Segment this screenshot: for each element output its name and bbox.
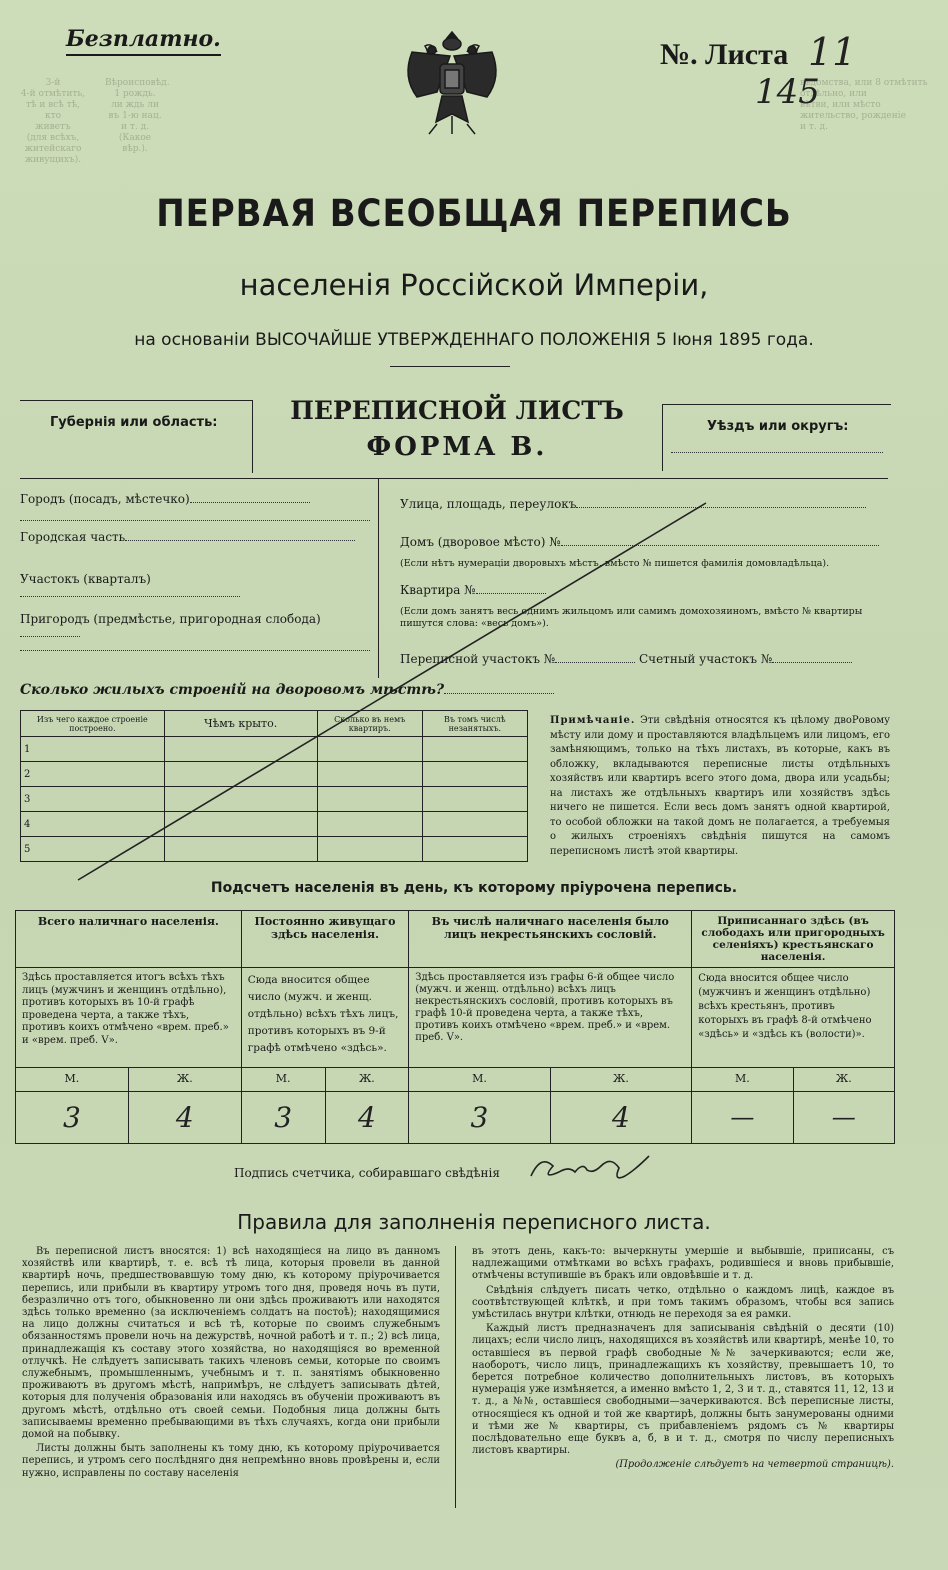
buildings-row-3: 3	[21, 787, 165, 812]
count-desc-peasant: Сюда вносится общее число (мужчинъ и женщинъ отдѣльно) всѣхъ крестьянъ, противъ которыхъ въ графѣ 8-й отмѣчено «здѣсь» и «здѣсь къ (волости)».	[692, 968, 895, 1068]
page-subtitle: населенія Россійской Имперіи,	[239, 268, 709, 302]
dom-note: (Если нѣтъ нумераціи дворовыхъ мѣстъ, вмѣсто № пишется фамилія домовладѣльца).	[400, 558, 830, 569]
field-ulica-label: Улица, площадь, переулокъ	[400, 497, 577, 511]
count-desc-total: Здѣсь проставляется итогъ всѣхъ тѣхъ лицъ (мужчинъ и женщинъ отдѣльно), противъ которыхъ въ 10-й графѣ проведена черта, а также тѣхъ, противъ коихъ отмѣчено «врем. преб.» и «врем. преб. V».	[16, 968, 242, 1068]
count-head-non-peasant: Въ числѣ наличнаго населенія было лицъ некрестьянскихъ сословій.	[409, 911, 692, 968]
count-value-permanent-m[interactable]: 3	[241, 1092, 325, 1144]
bleed-through-left: 3-й 4-й отмѣтить, тѣ и всѣ тѣ, кто живетъ (для всѣхъ, житейскаго живущихъ).	[20, 78, 86, 165]
count-zh-1: Ж.	[128, 1068, 241, 1092]
page-title: ПЕРВАЯ ВСЕОБЩАЯ ПЕРЕПИСЬ	[156, 192, 792, 235]
bleed-through-right: вѣдомства, или 8 отмѣтить отдѣльно, или вѣтви, или мѣсто жительство, рожденіе и т. д.	[800, 78, 928, 132]
field-kv-label: Квартира №	[400, 583, 476, 597]
count-zh-2: Ж.	[325, 1068, 409, 1092]
buildings-col-material: Изъ чего каждое строеніе построено.	[21, 711, 165, 737]
signature-scribble	[525, 1146, 655, 1190]
rules-continued: (Продолженіе слѣдуетъ на четвертой страницѣ).	[615, 1459, 894, 1471]
count-value-permanent-zh[interactable]: 4	[325, 1092, 409, 1144]
buildings-col-vacant: Въ томъ числѣ незанятыхъ.	[422, 711, 527, 737]
rules-right-p1: въ этотъ день, какъ-то: вычеркнуты умершіе и выбывшіе, приписаны, съ надлежащими отмѣтками во всѣхъ графахъ, родившіеся и вновь прибывшіе, отмѣчены вступившіе въ бракъ или овдовѣвшіе и т. д.	[472, 1246, 894, 1282]
count-value-non-peasant-m[interactable]: 3	[409, 1092, 550, 1144]
count-value-peasant-zh[interactable]: —	[793, 1092, 894, 1144]
count-m-2: М.	[241, 1068, 325, 1092]
count-table	[15, 910, 895, 1144]
imperial-eagle-emblem	[392, 22, 512, 142]
count-head-peasant: Приписаннаго здѣсь (въ слободахъ или пригородныхъ селеніяхъ) крестьянскаго населенія.	[692, 911, 895, 968]
buildings-row-5: 5	[21, 837, 165, 862]
rules-divider	[455, 1246, 456, 1508]
sheet-number-handwritten: 11	[808, 30, 857, 74]
rules-left-p1: Въ переписной листъ вносятся: 1) всѣ находящіеся на лицо въ данномъ хозяйствѣ или квартирѣ, т. е. всѣ тѣ лица, которыя провели въ данной квартирѣ ночь, предшествовавшую тому дню, къ которому пріурочивается перепись, или прибыли въ квартиру утромъ того дня, проведя ночь въ пути, безразлично отъ того, обыкновенно ли они здѣсь проживаютъ или находятся здѣсь только временно (за исключеніемъ солдатъ на постоѣ); находящимися на лицо должны считаться и всѣ тѣ, которые по своимъ служебнымъ обязанностямъ провели ночь на дежурствѣ, ночной работѣ и т. п.; 2) всѣ лица, принадлежащія къ составу этого хозяйства, но находящіяся во временной отлучкѣ. Не слѣдуетъ записывать такихъ членовъ семьи, которые по своимъ служебнымъ, промышленнымъ, учебнымъ и т. п. занятіямъ обыкновенно проживаютъ въ другомъ мѣстѣ, напримѣръ, не слѣдуетъ записывать дѣтей, которыя для полученія образованія или находясь въ обученіи проживаютъ въ другомъ мѣстѣ, отдѣльно отъ своей семьи. Подобныя лица должны быть записываемы временно пребывающими въ тѣхъ случаяхъ, когда они прибыли домой на побывку.	[22, 1246, 440, 1441]
buildings-note-text: Эти свѣдѣнія относятся къ цѣлому двоРовому мѣсту или дому и проставляются владѣльцемъ или лицомъ, его замѣняющимъ, только на тѣхъ листахъ, въ которые, какъ въ обложку, вкладываются переписные листы отдѣльныхъ хозяйствъ или квартиръ всего этого дома, двора или усадьбы; на листахъ же отдѣльныхъ квартиръ или хозяйствъ здѣсь ничего не пишется. Если весь домъ занятъ одной квартирой, то особой обложки на такой домъ не полагается, а требуемыя о жилыхъ строеніяхъ свѣдѣнія пишутся на самомъ переписномъ листѣ этой квартиры.	[550, 715, 890, 857]
uezd-label: Уѣздъ или округъ:	[707, 419, 849, 434]
count-desc-permanent: Сюда вносится общее число (мужч. и женщ. отдѣльно) всѣхъ тѣхъ лицъ, противъ которыхъ въ 9-й графѣ отмѣчено «здѣсь».	[241, 968, 408, 1068]
buildings-col-roof: Чѣмъ крыто.	[164, 711, 317, 737]
field-prigorod-label: Пригородъ (предмѣстье, пригородная слобода)	[20, 612, 321, 626]
rules-right-p3: Каждый листъ предназначенъ для записыванія свѣдѣній о десяти (10) лицахъ; если число лицъ, находящихся въ хозяйствѣ или квартирѣ, менѣе 10, то оставшіеся въ первой графѣ свободные №№ зачеркиваются; если же, наоборотъ, число лицъ, принадлежащихъ къ хозяйству, превышаетъ 10, то берется потребное количество дополнительныхъ листовъ, въ которыхъ нумерація уже измѣняется, а именно вмѣсто 1, 2, 3 и т. д., ставятся 11, 12, 13 и т. д., а №№, оставшіеся свободными—зачеркиваются. Всѣ переписные листы, относящіеся къ одной и той же квартирѣ, должны быть занумерованы одними и тѣми же № квартиры, съ прибавленіемъ рядомъ съ № квартиры послѣдовательно еще буквъ а, б, в и т. д., смотря по числу переписныхъ листовъ квартиры.	[472, 1323, 894, 1457]
buildings-note-head: Примѣчаніе.	[550, 715, 636, 726]
count-head-permanent: Постоянно живущаго здѣсь населенія.	[241, 911, 408, 968]
uezd-box	[662, 404, 891, 471]
count-title: Подсчетъ населенія въ день, къ которому пріурочена перепись.	[210, 880, 738, 896]
count-value-non-peasant-zh[interactable]: 4	[550, 1092, 691, 1144]
address-top-rule	[20, 478, 888, 479]
signature-label: Подпись счетчика, собиравшаго свѣдѣнія	[234, 1166, 500, 1180]
count-desc-non-peasant: Здѣсь проставляется изъ графы 6-й общее число (мужч. и женщ. отдѣльно) всѣхъ лицъ некрестьянскихъ сословій, противъ которыхъ въ графѣ 10-й проведена черта, а также тѣхъ, противъ коихъ отмѣчено «врем. преб.» и «врем. преб. V».	[409, 968, 692, 1068]
free-label: Безплатно.	[66, 26, 221, 56]
count-m-4: М.	[692, 1068, 793, 1092]
buildings-row-4: 4	[21, 812, 165, 837]
field-uchastok-label: Участокъ (кварталъ)	[20, 572, 151, 586]
field-chast-label: Городская часть	[20, 530, 126, 544]
kv-note: (Если домъ занятъ весь однимъ жильцомъ или самимъ домохозяиномъ, вмѣсто № квартиры пишутся слова: «весь домъ»).	[400, 606, 863, 629]
count-value-total-zh[interactable]: 4	[128, 1092, 241, 1144]
buildings-row-1: 1	[21, 737, 165, 762]
bleed-through-left2: Вѣроисповѣд. 1 рождь. ли ждь ли въ 1-ю нац. и т. д. (Какое вѣр.).	[105, 78, 170, 154]
legal-basis: на основаніи ВЫСОЧАЙШЕ УТВЕРЖДЕННАГО ПОЛОЖЕНІЯ 5 Іюня 1895 года.	[134, 330, 814, 350]
gubernia-box	[20, 400, 253, 473]
buildings-question-text: Сколько жилыхъ строеній на дворовомъ мѣстѣ?	[20, 682, 445, 698]
count-head-total: Всего наличнаго населенія.	[16, 911, 242, 968]
rules-right-column	[472, 1246, 894, 1472]
divider	[390, 366, 510, 367]
count-value-peasant-m[interactable]: —	[692, 1092, 793, 1144]
count-zh-4: Ж.	[793, 1068, 894, 1092]
cancellation-stroke	[70, 495, 710, 895]
count-m-3: М.	[409, 1068, 550, 1092]
field-perep-label: Переписной участокъ №	[400, 652, 556, 666]
field-schet-label: Счетный участокъ №	[638, 652, 773, 666]
count-value-total-m[interactable]: 3	[16, 1092, 129, 1144]
field-dom-label: Домъ (дворовое мѣсто) №	[400, 535, 561, 549]
count-zh-3: Ж.	[550, 1068, 691, 1092]
rules-title: Правила для заполненія переписного листа.	[237, 1210, 711, 1234]
rules-left-column	[22, 1246, 440, 1482]
sheet-number-label: №. Листа	[660, 38, 789, 71]
field-gorod-label: Городъ (посадъ, мѣстечко)	[20, 492, 190, 506]
count-m-1: М.	[16, 1068, 129, 1092]
archive-number-handwritten: 145	[755, 72, 820, 112]
gubernia-label: Губернія или область:	[50, 415, 218, 430]
form-letter: ФОРМА В.	[366, 432, 548, 462]
rules-right-p2: Свѣдѣнія слѣдуетъ писать четко, отдѣльно о каждомъ лицѣ, каждое въ соотвѣтствующей клѣткѣ, и при томъ такимъ образомъ, чтобы вся запись умѣстилась внутри клѣтки, отнюдь не переходя за ея рамки.	[472, 1284, 894, 1321]
buildings-row-2: 2	[21, 762, 165, 787]
form-sheet-title: ПЕРЕПИСНОЙ ЛИСТЪ	[290, 396, 624, 425]
rules-left-p2: Листы должны быть заполнены къ тому дню, къ которому пріурочивается перепись, и утромъ сего послѣдняго дня непремѣнно вновь провѣрены и, если нужно, исправлены по составу населенія	[22, 1443, 440, 1479]
buildings-col-flats: Сколько въ немъ квартиръ.	[317, 711, 422, 737]
